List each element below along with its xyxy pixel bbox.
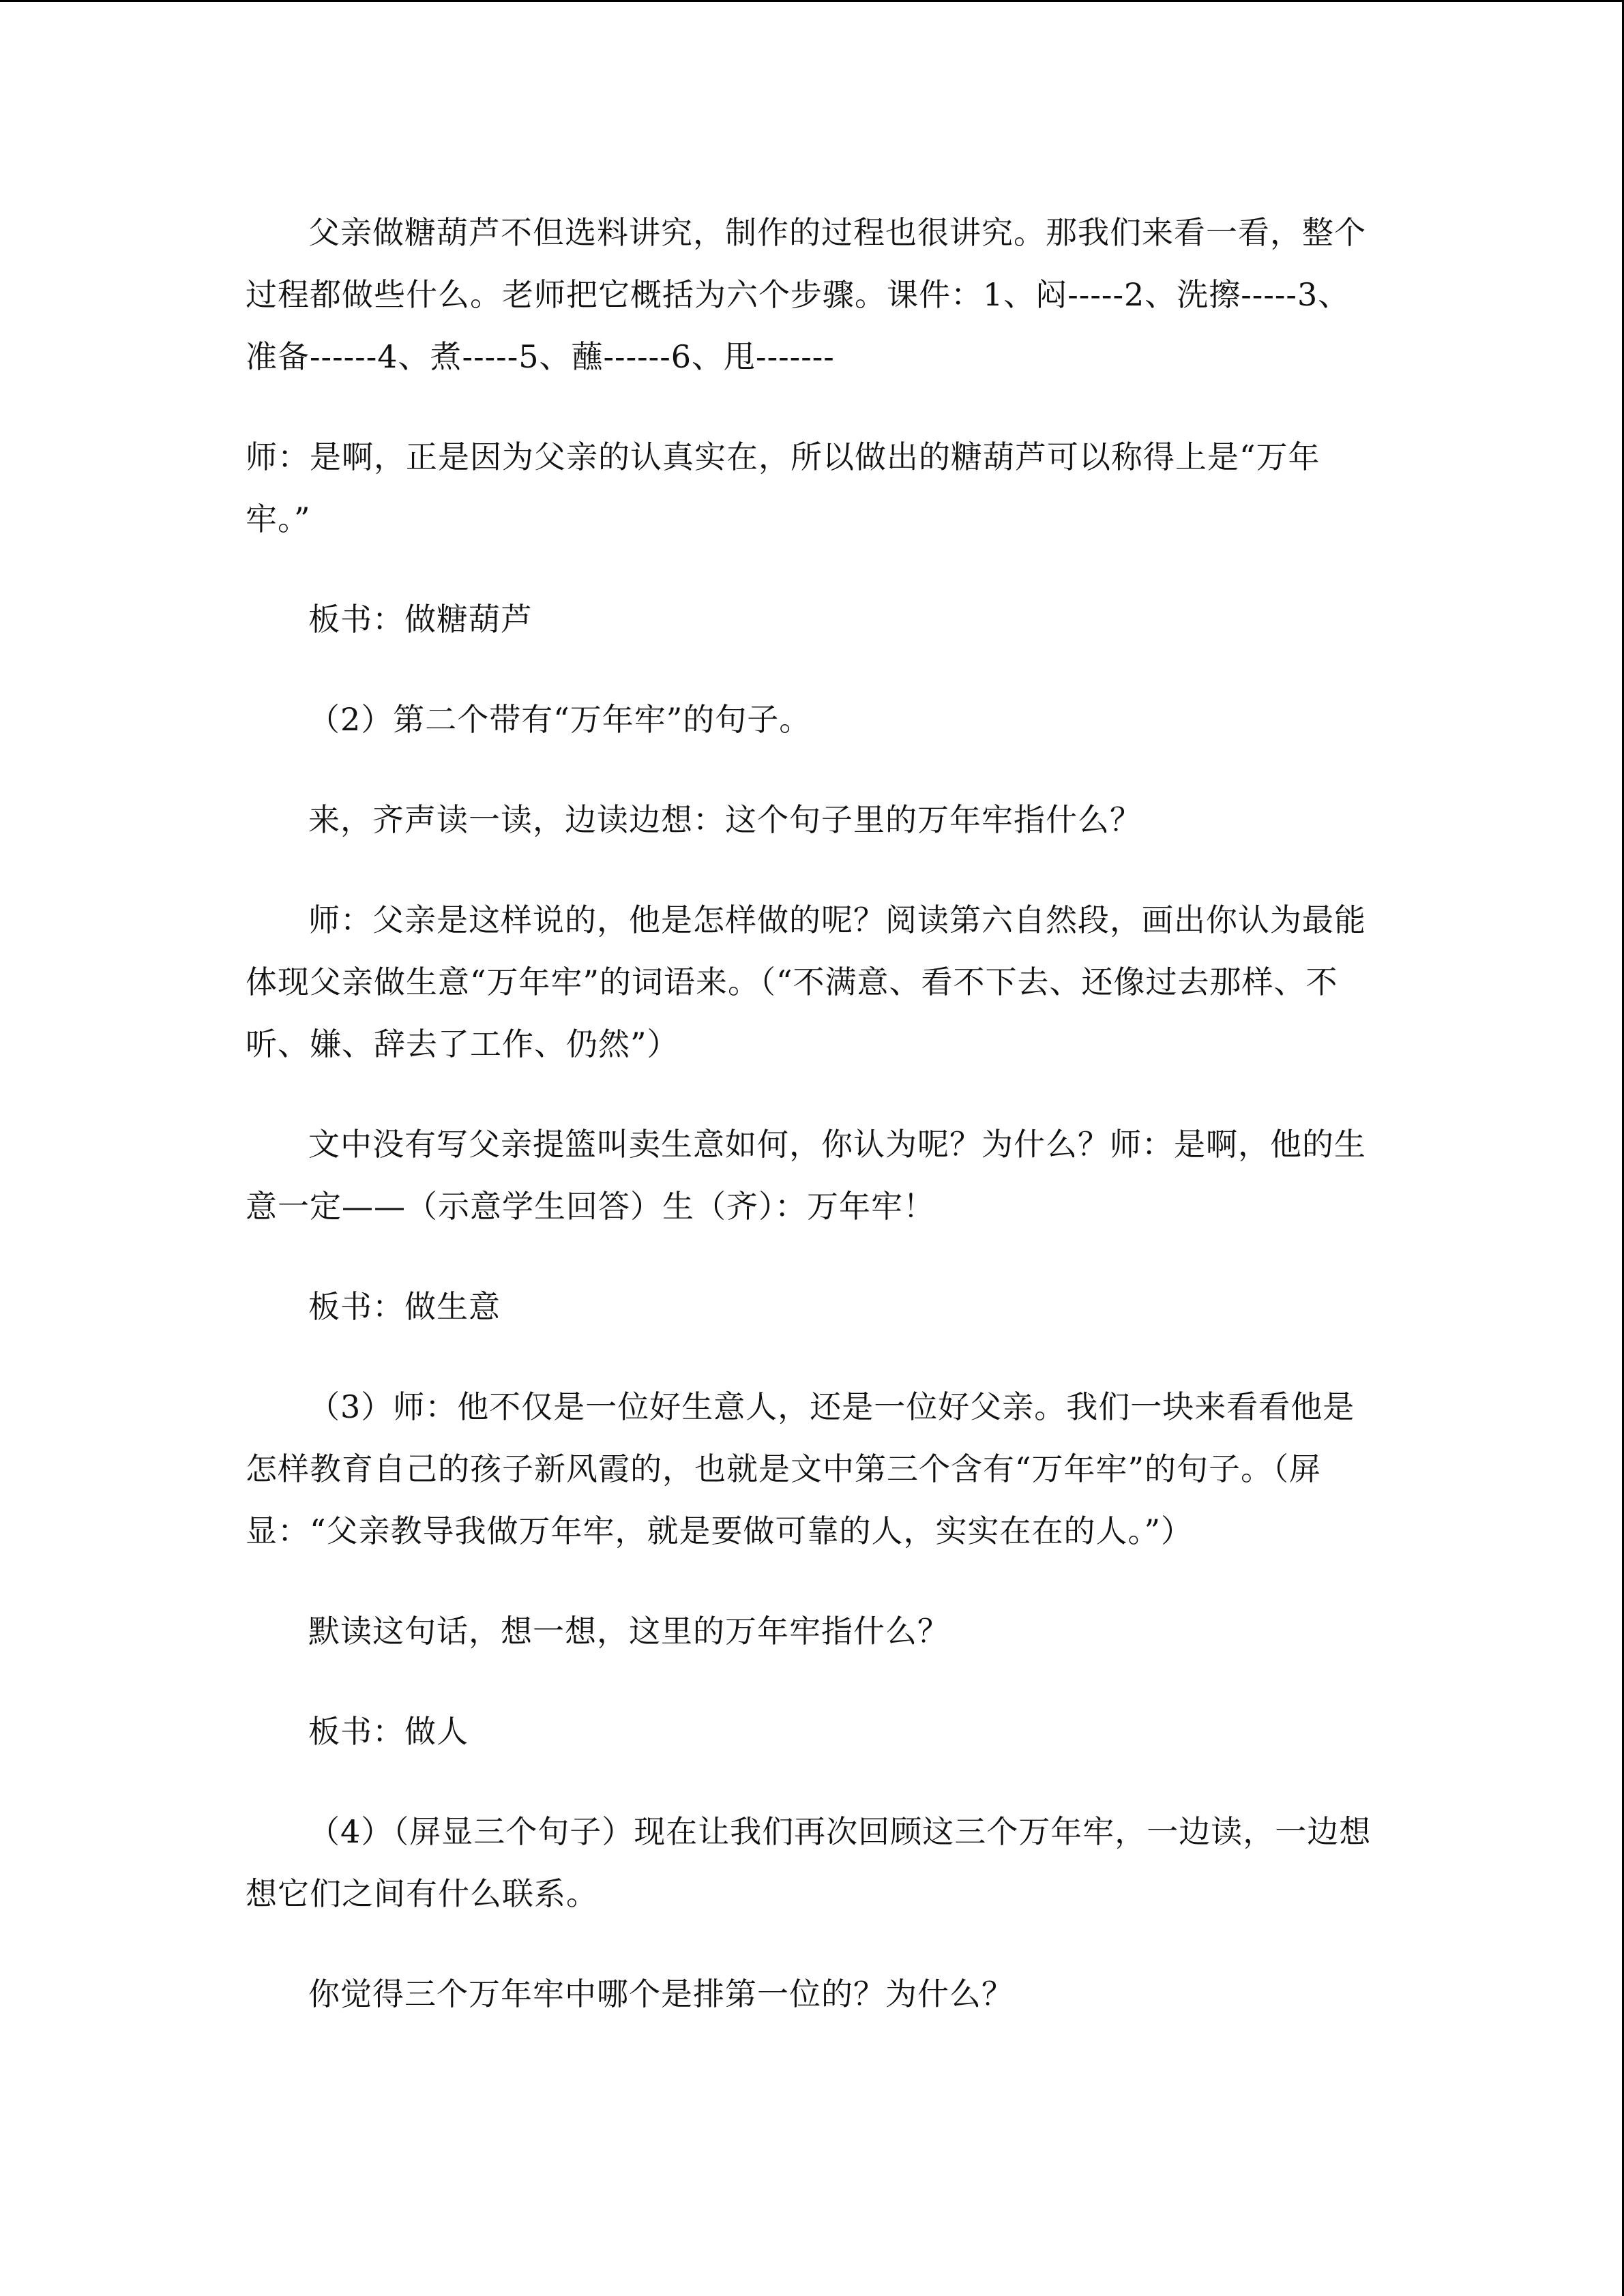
paragraph-making-steps: 父亲做糖葫芦不但选料讲究，制作的过程也很讲究。那我们来看一看，整个过程都做些什么。老师把它概括为六个步骤。课件：1、闷-----2、洗擦-----3、准备------4、煮-----5、蘸------6、甩------- bbox=[246, 214, 1366, 375]
paragraph-read-aloud: 来，齐声读一读，边读边想：这个句子里的万年牢指什么？ bbox=[308, 801, 1142, 838]
top-border bbox=[0, 0, 1624, 2]
paragraph-silent-read: 默读这句话，想一想，这里的万年牢指什么？ bbox=[308, 1613, 949, 1650]
paragraph-board-making: 板书：做糖葫芦 bbox=[308, 601, 533, 638]
paragraph-board-business: 板书：做生意 bbox=[308, 1288, 501, 1325]
paragraph-good-father: （3）师：他不仅是一位好生意人，还是一位好父亲。我们一块来看看他是怎样教育自己的孩子新风霞的，也就是文中第三个含有“万年牢”的句子。（屏显：“父亲教导我做万年牢，就是要做可靠的人，实实在在的人。”） bbox=[246, 1388, 1355, 1549]
paragraph-teacher-wannianlao: 师：是啊，正是因为父亲的认真实在，所以做出的糖葫芦可以称得上是“万年牢。” bbox=[246, 438, 1320, 537]
paragraph-which-first: 你觉得三个万年牢中哪个是排第一位的？为什么？ bbox=[308, 1976, 1014, 2012]
document-body bbox=[246, 202, 1378, 2063]
paragraph-selling: 文中没有写父亲提篮叫卖生意如何，你认为呢？为什么？师：是啊，他的生意一定——（示意学生回答）生（齐）：万年牢！ bbox=[246, 1126, 1366, 1225]
paragraph-review-three: （4）（屏显三个句子）现在让我们再次回顾这三个万年牢，一边读，一边想想它们之间有什么联系。 bbox=[246, 1813, 1372, 1912]
paragraph-second-sentence: （2）第二个带有“万年牢”的句子。 bbox=[308, 701, 812, 738]
paragraph-father-business: 师：父亲是这样说的，他是怎样做的呢？阅读第六自然段，画出你认为最能体现父亲做生意“万年牢”的词语来。（“不满意、看不下去、还像过去那样、不听、嫌、辞去了工作、仍然”） bbox=[246, 901, 1366, 1062]
paragraph-board-person: 板书：做人 bbox=[308, 1713, 469, 1750]
